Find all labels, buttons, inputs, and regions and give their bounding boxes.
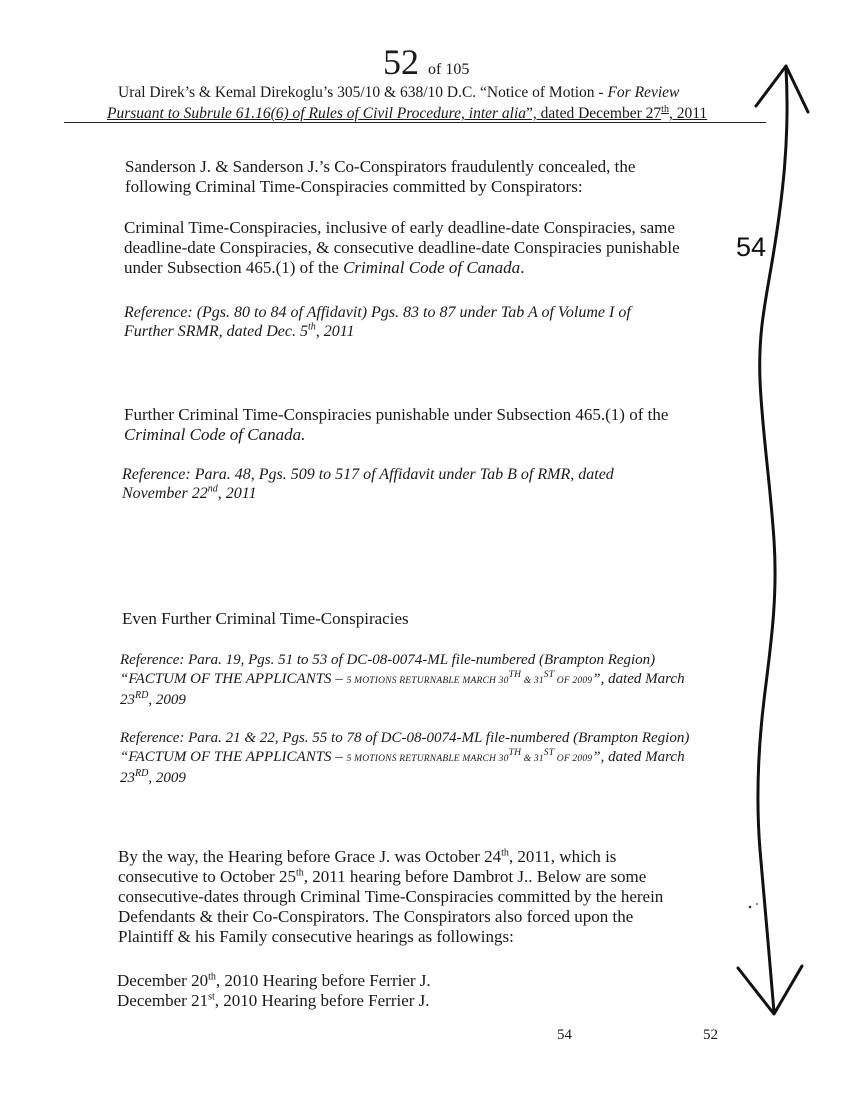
reference-caps: & 31 [521,754,544,764]
header-line-1-text: Ural Direk’s & Kemal Direkoglu’s 305/10 & 638/10 D.C. “Notice of Motion - [118,84,608,101]
paragraph-line: Sanderson J. & Sanderson J.’s Co-Conspirators fraudulently concealed, the [125,157,636,176]
paragraph-text: consecutive to October 25 [118,867,296,886]
reference-line: Reference: (Pgs. 80 to 84 of Affidavit) Pgs. 83 to 87 under Tab A of Volume I of [124,304,631,321]
paragraph-line: consecutive-dates through Criminal Time-Conspiracies committed by the herein [118,887,664,906]
reference-text: Further SRMR, dated Dec. 5 [124,323,308,340]
reference-text: , 2009 [148,692,186,708]
code-name: Criminal Code of Canada [343,258,521,277]
handwritten-page-number: 54 [736,232,767,262]
header-line-2-sup: th [661,103,669,115]
reference-caps: OF 2009 [554,676,593,686]
header-line-1-italic: For Review [607,84,680,101]
reference-text: , 2011 [217,485,257,502]
arrow-head-up [756,66,808,112]
reference-text: ”, dated March [592,671,685,687]
arrow-shaft [758,68,787,1012]
reference-caps: 5 MOTIONS RETURNABLE MARCH 30 [346,676,509,686]
reference-text: November 22 [122,485,208,502]
reference-caps-sup: ST [543,748,555,758]
paragraph-text: , 2011 hearing before Dambrot J.. Below are some [303,867,647,886]
reference-sup: RD [135,690,149,701]
paragraph-line: Further Criminal Time-Conspiracies punishable under Subsection 465.(1) of the [124,405,669,424]
hearing-text: , 2010 Hearing before Ferrier J. [215,971,431,990]
paragraph-line: Plaintiff & his Family consecutive hearings as followings: [118,927,514,946]
reference-caps: OF 2009 [554,754,593,764]
paragraph-line: Criminal Time-Conspiracies, inclusive of early deadline-date Conspiracies, same [124,218,675,237]
reference-sup: nd [207,483,218,495]
paragraph-text: . [520,258,525,277]
hearing-sup: th [208,971,216,983]
header-line-2-rest: ”, dated December 27 [526,105,662,122]
reference-sup: th [307,321,316,333]
reference-line: Reference: Para. 48, Pgs. 509 to 517 of Affidavit under Tab B of RMR, dated [122,466,614,483]
reference-sup: RD [135,768,149,779]
hearing-date: December 20 [117,971,209,990]
paragraph-line: Criminal Code of Canada. [124,425,306,444]
reference-text: 23 [120,770,135,786]
reference-text: “FACTUM OF THE APPLICANTS – [120,671,347,687]
paragraph-line: following Criminal Time-Conspiracies committed by Conspirators: [125,177,583,196]
hearing-date: December 21 [117,991,209,1010]
reference-text: , 2011 [315,323,355,340]
reference-caps-sup: TH [508,670,522,680]
reference-caps: & 31 [521,676,544,686]
footer-right-number: 52 [703,1027,718,1043]
ink-speck [756,903,758,905]
header-line-2-italic: Pursuant to Subrule 61.16(6) of Rules of Civil Procedure, inter alia [107,105,527,122]
paragraph-line: deadline-date Conspiracies, & consecutive deadline-date Conspiracies punishable [124,238,680,257]
paragraph-text: By the way, the Hearing before Grace J. was October 24 [118,847,502,866]
reference-line: Reference: Para. 21 & 22, Pgs. 55 to 78 of DC-08-0074-ML file-numbered (Brampton Region) [120,730,690,746]
reference-caps-sup: TH [508,748,522,758]
page-total: of 105 [428,61,470,78]
hearing-text: , 2010 Hearing before Ferrier J. [214,991,430,1010]
paragraph-text: , 2011, which is [508,847,617,866]
paragraph-sup: th [501,847,509,859]
reference-text: 23 [120,692,135,708]
page-number-value: 52 [383,42,419,82]
header-line-2-end: , 2011 [668,105,708,122]
hearing-sup: st [208,991,215,1003]
reference-text: ”, dated March [592,749,685,765]
paragraph-text: under Subsection 465.(1) of the [124,258,344,277]
reference-text: , 2009 [148,770,186,786]
reference-line: Reference: Para. 19, Pgs. 51 to 53 of DC-08-0074-ML file-numbered (Brampton Region) [120,652,656,668]
ink-speck [749,906,752,909]
reference-text: “FACTUM OF THE APPLICANTS – [120,749,347,765]
paragraph-sup: th [295,867,304,879]
paragraph-line: Defendants & their Co-Conspirators. The Conspirators also forced upon the [118,907,634,926]
paragraph-line: Even Further Criminal Time-Conspiracies [122,609,409,628]
reference-caps-sup: ST [543,670,555,680]
footer-left-number: 54 [557,1027,572,1043]
reference-caps: 5 MOTIONS RETURNABLE MARCH 30 [346,754,509,764]
